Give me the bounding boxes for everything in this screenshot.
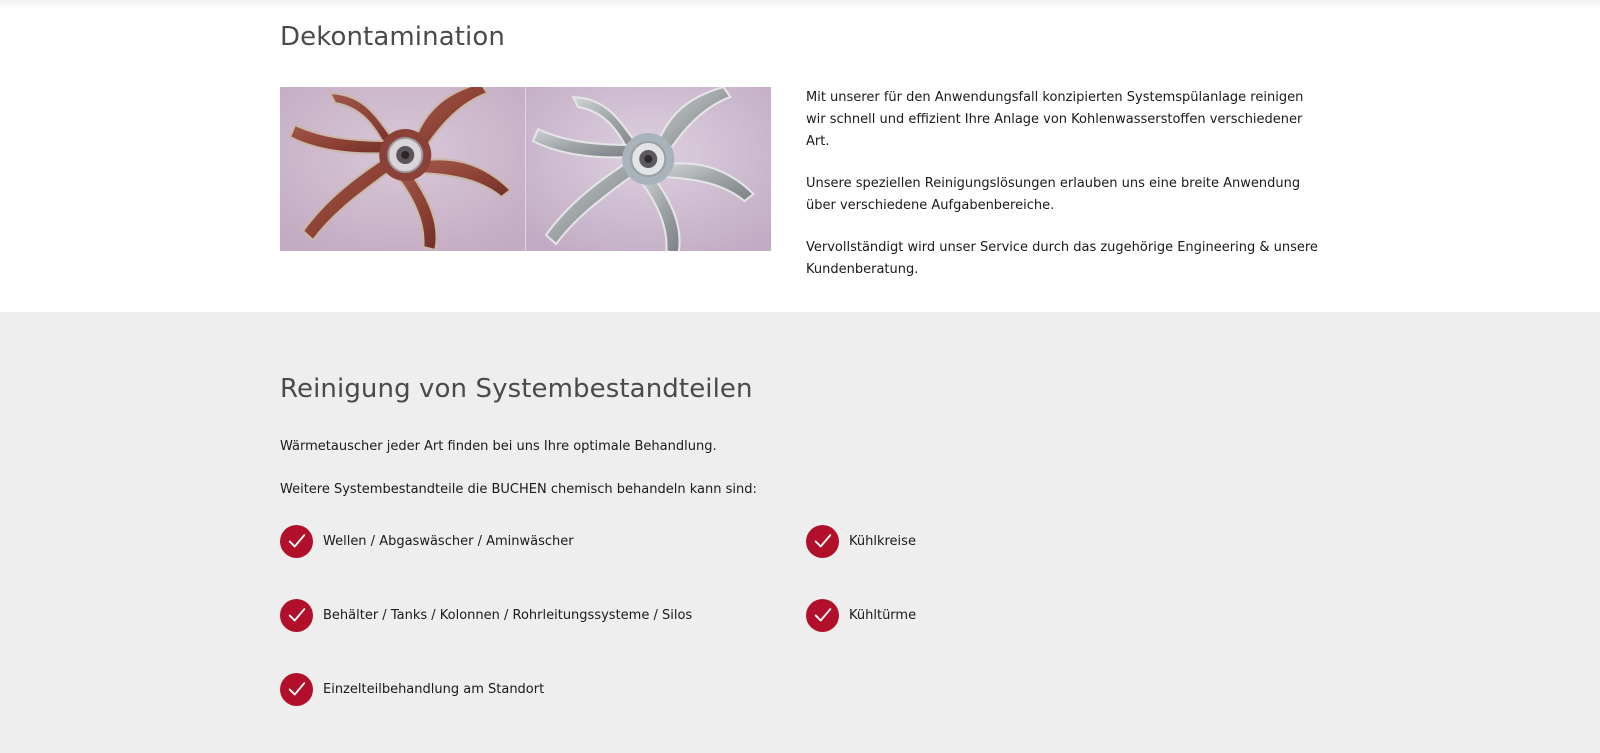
dekontamination-paragraph: Mit unserer für den Anwendungsfall konzipierten Systemspülanlage reinigen wir schnell und effizient Ihre Anlage von Kohlenwasserstoffen verschiedener Art.	[806, 90, 1304, 149]
dekontamination-paragraph: Unsere speziellen Reinigungslösungen erlauben uns eine breite Anwendung über verschiedene Aufgabenbereiche.	[806, 176, 1301, 213]
reinigung-title: Reinigung von Systembestandteilen	[280, 374, 753, 404]
checkmark-icon	[806, 525, 839, 558]
reinigung-intro-text: Wärmetauscher jeder Art finden bei uns Ihre optimale Behandlung.	[280, 439, 717, 454]
list-item-label: Wellen / Abgaswäscher / Aminwäscher	[323, 533, 574, 549]
list-item	[280, 672, 544, 706]
list-item-label: Kühlkreise	[849, 533, 916, 549]
reinigung-section	[0, 312, 1600, 753]
checkmark-icon	[280, 673, 313, 706]
list-item	[280, 524, 574, 558]
impeller-after-image	[526, 87, 772, 251]
list-item-label: Einzelteilbehandlung am Standort	[323, 681, 545, 697]
checkmark-icon	[280, 525, 313, 558]
dekontamination-text	[806, 87, 1326, 301]
dekontamination-title: Dekontamination	[280, 22, 505, 52]
checkmark-icon	[806, 599, 839, 632]
list-item	[280, 598, 692, 632]
list-item	[806, 524, 916, 558]
list-item-label: Kühltürme	[849, 607, 917, 623]
impeller-before-after-image	[280, 87, 771, 251]
header-shadow	[0, 0, 1600, 8]
impeller-before-image	[280, 87, 526, 251]
reinigung-list-intro-text: Weitere Systembestandteile die BUCHEN chemisch behandeln kann sind:	[280, 482, 757, 497]
list-item	[806, 598, 916, 632]
dekontamination-section	[0, 0, 1600, 312]
dekontamination-paragraph: Vervollständigt wird unser Service durch das zugehörige Engineering & unsere Kundenberatung.	[806, 240, 1318, 277]
list-item-label: Behälter / Tanks / Kolonnen / Rohrleitungssysteme / Silos	[323, 607, 693, 623]
checkmark-icon	[280, 599, 313, 632]
